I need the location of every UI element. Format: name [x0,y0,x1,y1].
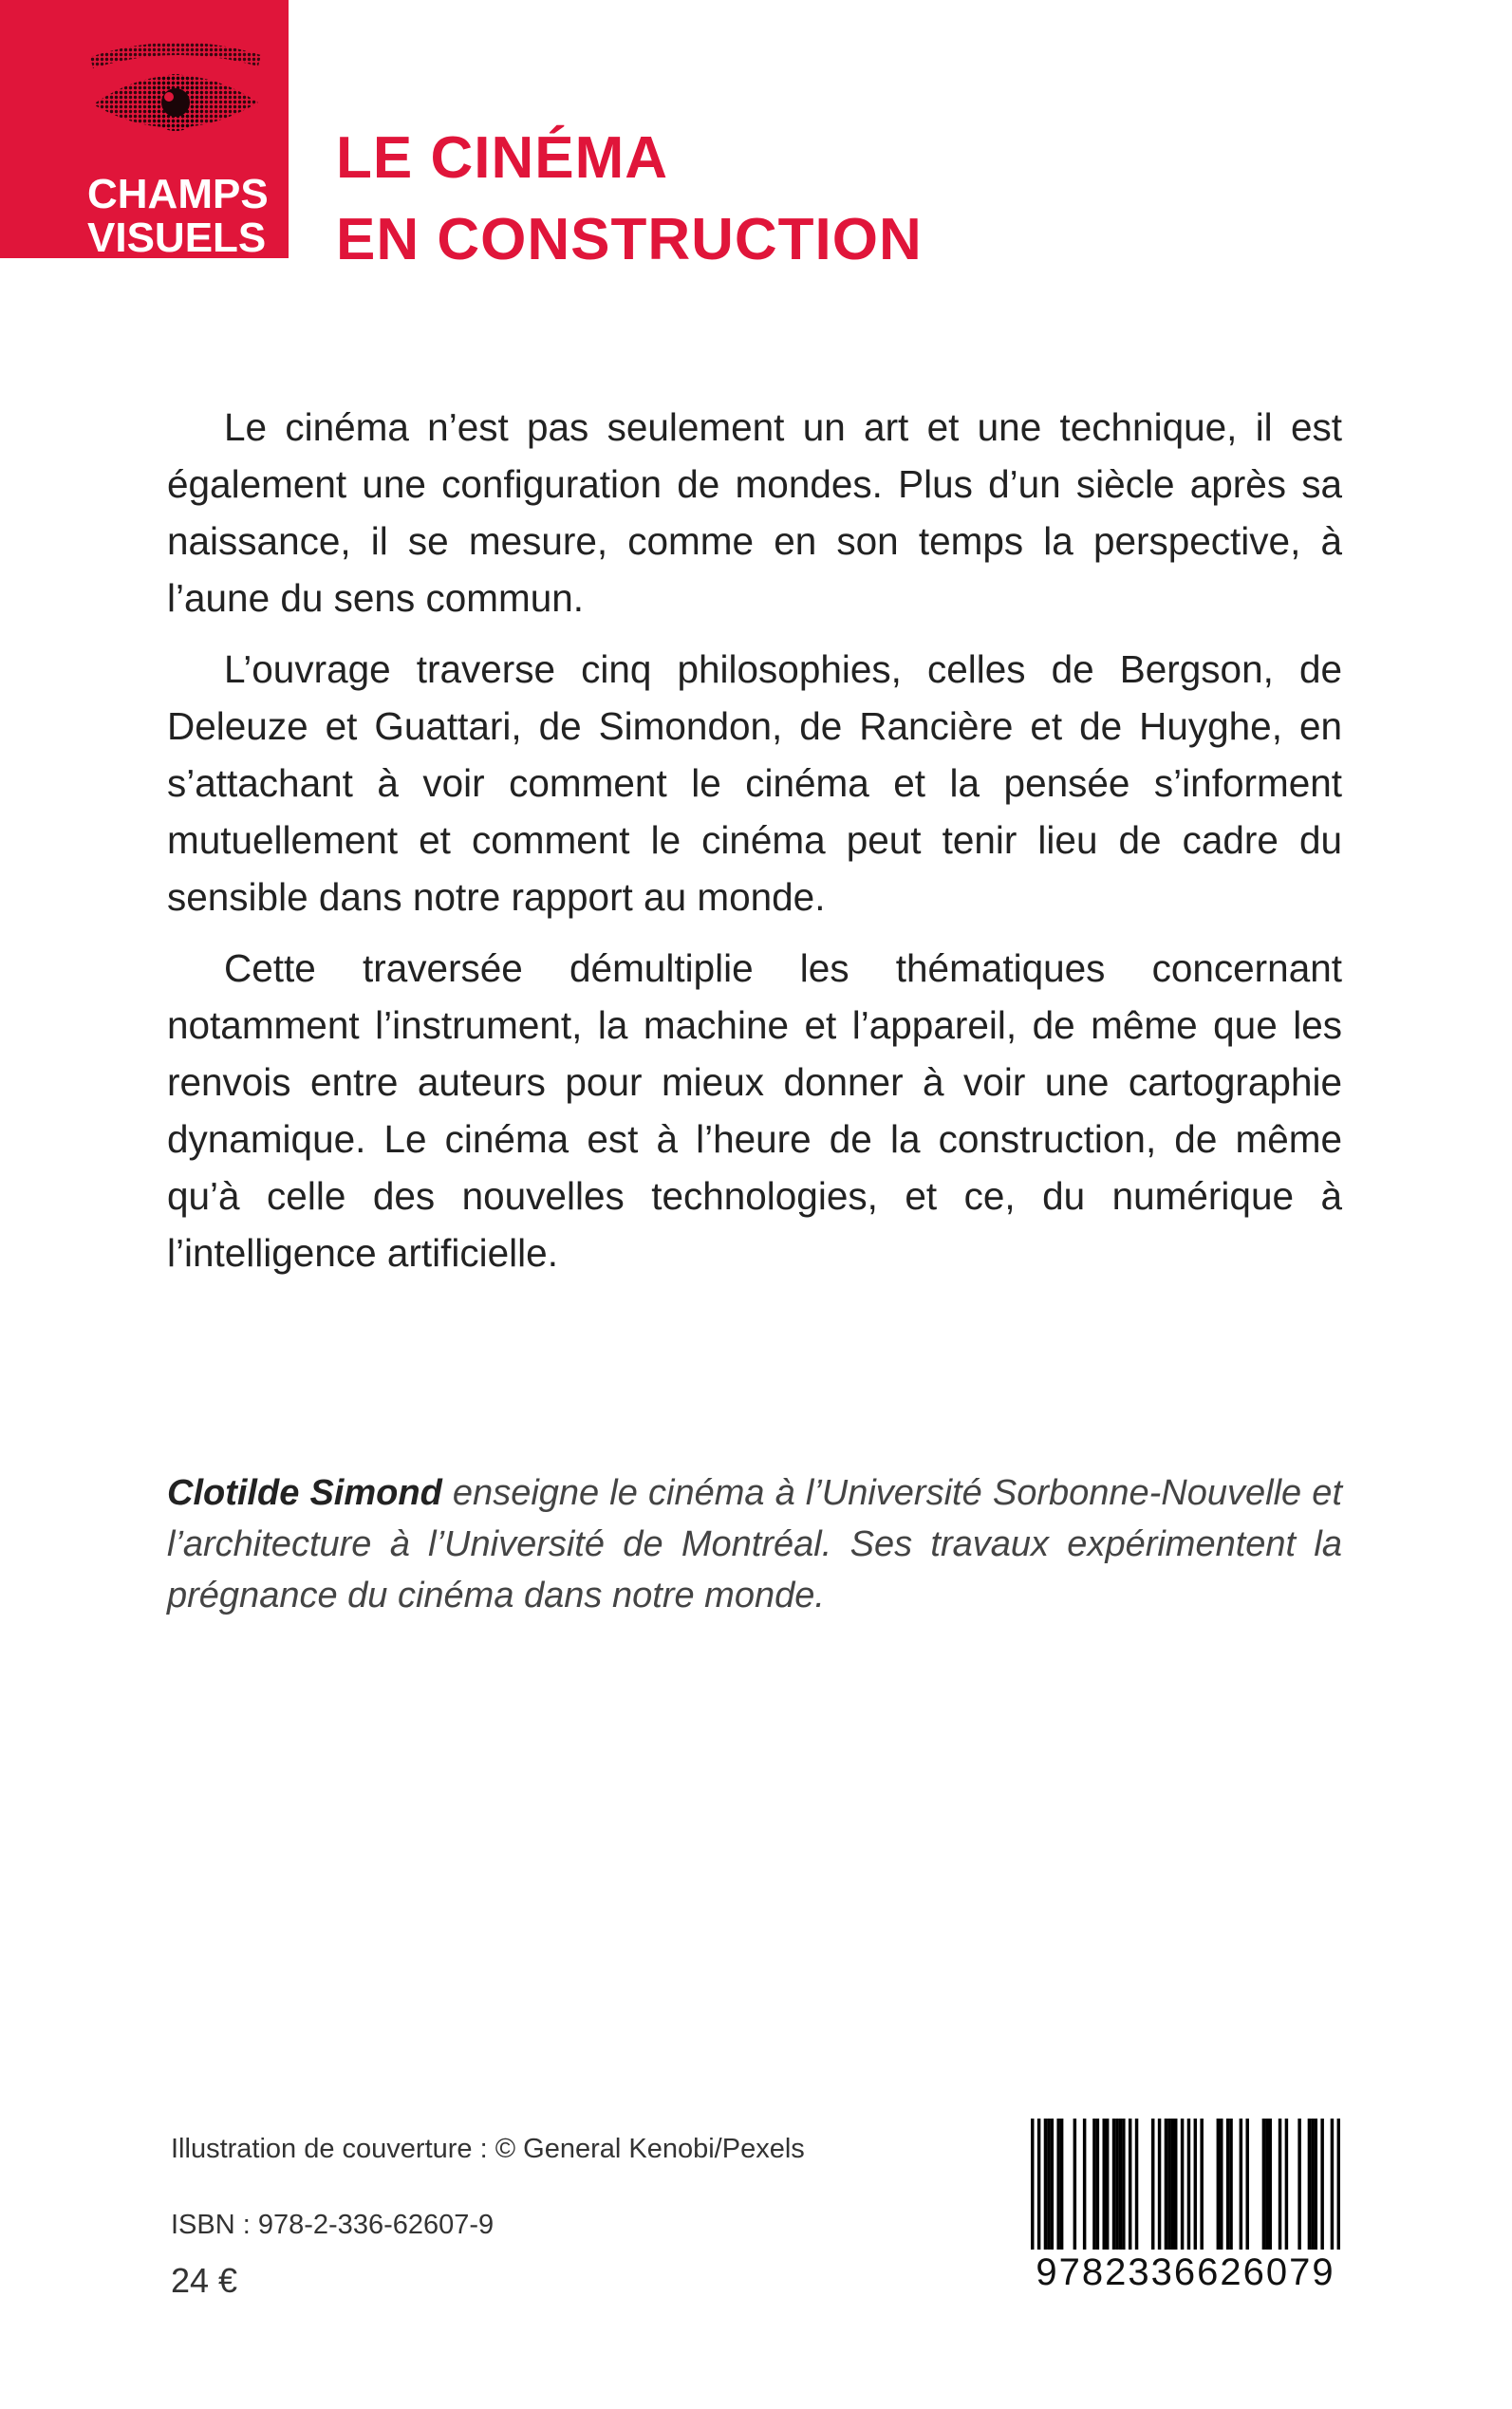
isbn: ISBN : 978-2-336-62607-9 [171,2210,495,2240]
barcode-bar [1031,2119,1034,2250]
barcode-bar [1240,2119,1242,2250]
barcode-bar [1174,2119,1177,2250]
book-title-line-1: LE CINÉMA [336,125,668,191]
barcode-bar [1037,2119,1040,2250]
barcode-bar [1285,2119,1288,2250]
barcode-bar [1229,2119,1232,2250]
barcode-bar [1297,2119,1300,2250]
barcode-bar [1269,2119,1272,2250]
barcode [1021,2115,1350,2303]
barcode-bar [1262,2119,1265,2250]
barcode-bar [1226,2119,1229,2250]
barcode-bar [1122,2119,1125,2250]
barcode-bar [1337,2119,1340,2250]
author-name: Clotilde Simond [167,1473,442,1513]
price: 24 € [171,2261,238,2300]
book-title [336,118,923,281]
barcode-bar [1060,2119,1063,2250]
barcode-bar [1051,2119,1054,2250]
barcode-bar [1056,2119,1059,2250]
author-bio [167,1467,1342,1621]
barcode-bar [1115,2119,1118,2250]
barcode-bar [1102,2119,1105,2250]
barcode-bar [1200,2119,1203,2250]
barcode-bar [1181,2119,1184,2250]
barcode-bar [1308,2119,1311,2250]
barcode-bar [1151,2119,1154,2250]
series-line-1: CHAMPS [87,171,269,217]
barcode-bar [1165,2119,1167,2250]
series-name [87,173,269,258]
barcode-bar [1315,2119,1317,2250]
barcode-bar [1119,2119,1122,2250]
back-cover-blurb [167,399,1342,1296]
barcode-bar [1096,2119,1099,2250]
eye-icon [85,38,266,152]
barcode-bar [1245,2119,1248,2250]
barcode-bar [1135,2119,1138,2250]
barcode-bar [1265,2119,1268,2250]
barcode-bar [1044,2119,1047,2250]
barcode-bar [1092,2119,1095,2250]
series-line-2: VISUELS [87,215,267,258]
barcode-bar [1279,2119,1281,2250]
barcode-bar [1320,2119,1323,2250]
barcode-bar [1047,2119,1050,2250]
barcode-bar [1083,2119,1086,2250]
barcode-bar [1220,2119,1223,2250]
barcode-bar [1112,2119,1115,2250]
barcode-bar [1331,2119,1334,2250]
blurb-paragraph: Cette traversée démultiplie les thématiques concernant notamment l’instrument, la machine et l’appareil, de même que les renvois entre auteurs pour mieux donner à voir une cartographie dynamique. Le cinéma est à l’heure de la construction, de même qu’à celle des nouvelles technologies, et ce, du numérique à l’intelligence artificielle. [167,946,1342,1275]
barcode-bars [1031,2119,1340,2250]
barcode-bar [1311,2119,1314,2250]
blurb-paragraph: Le cinéma n’est pas seulement un art et une technique, il est également une configuration de mondes. Plus d’un siècle après sa naissance, il se mesure, comme en son temps la perspective, à l’aune du sens commun. [167,405,1342,620]
barcode-bar [1217,2119,1220,2250]
barcode-bar [1158,2119,1161,2250]
barcode-bar [1106,2119,1109,2250]
barcode-bar [1171,2119,1174,2250]
book-title-line-2: EN CONSTRUCTION [336,207,923,272]
barcode-bar [1187,2119,1190,2250]
series-logo [0,0,289,258]
barcode-bar [1194,2119,1197,2250]
barcode-bar [1167,2119,1170,2250]
barcode-bar [1129,2119,1131,2250]
blurb-paragraph: L’ouvrage traverse cinq philosophies, celles de Bergson, de Deleuze et Guattari, de Simondon, de Rancière et de Huyghe, en s’attachant à voir comment le cinéma et la pensée s’informent mutuellement et comment le cinéma peut tenir lieu de cadre du sensible dans notre rapport au monde. [167,647,1342,919]
barcode-digits: 9782336626079 [1036,2251,1335,2293]
barcode-bar [1073,2119,1076,2250]
author-bio-text: enseigne le cinéma à l’Université Sorbonne-Nouvelle et l’architecture à l’Université de Montréal. Ses travaux expérimentent la prégnance du cinéma dans notre monde. [167,1473,1342,1615]
cover-credit: Illustration de couverture : © General Kenobi/Pexels [171,2134,805,2164]
